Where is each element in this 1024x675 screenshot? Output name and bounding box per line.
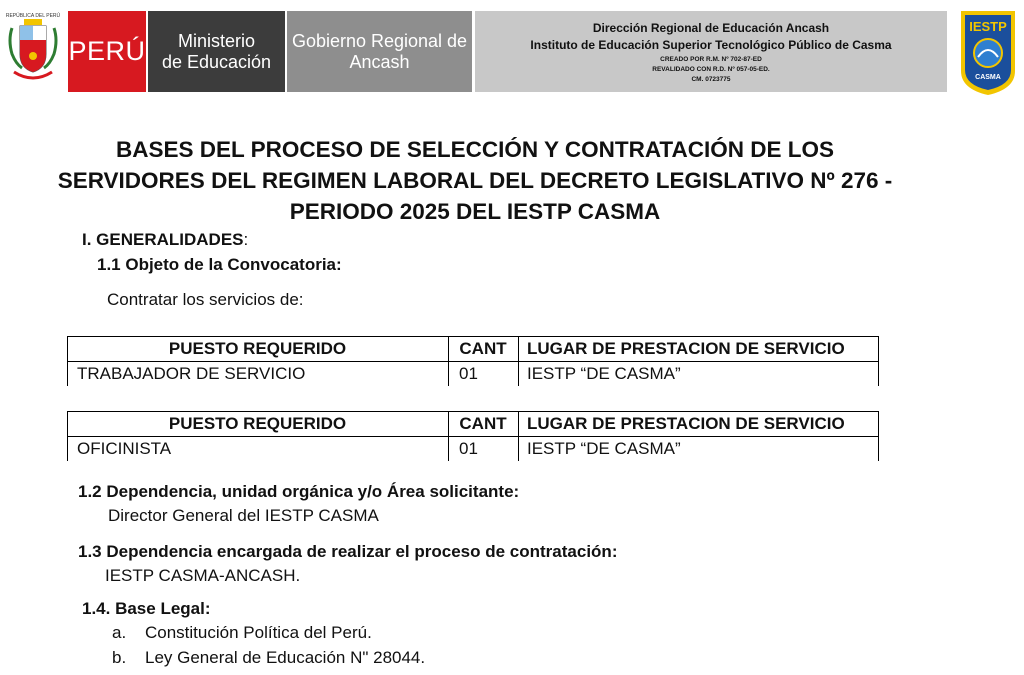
minedu-brand-box [148,11,285,92]
list-text: Constitución Política del Perú. [145,623,372,642]
minedu-line1: Ministerio [177,30,256,51]
cell-puesto: TRABAJADOR DE SERVICIO [77,364,306,383]
gore-line2: Ancash [349,51,410,72]
institution-line2: Instituto de Educación Superior Tecnológico Público de Casma [530,38,892,52]
cell-cant: 01 [459,364,478,383]
section-heading-colon: : [243,230,249,249]
document-title-line2: SERVIDORES DEL REGIMEN LABORAL DEL DECRETO LEGISLATIVO Nº 276 - [57,168,893,193]
header-puesto: PUESTO REQUERIDO [168,414,347,433]
institution-info-box [475,11,947,92]
institution-line4: REVALIDADO CON R.D. Nº 057-05-ED. [652,66,770,73]
intro-text: Contratar los servicios de: [107,290,304,309]
list-marker: b. [112,648,127,667]
iestp-shield-logo [958,9,1018,97]
escudo-caption: REPÚBLICA DEL PERÚ [5,13,61,19]
institution-line3: CREADO POR R.M. Nº 702-87-ED [660,56,762,63]
peru-coat-of-arms-logo [4,10,62,86]
section-heading [82,230,248,250]
document-title-line1: BASES DEL PROCESO DE SELECCIÓN Y CONTRATACIÓN DE LOS [115,137,834,162]
table-header-row [67,412,879,436]
positions-table-2 [67,411,879,461]
subsection-encargada-value: IESTP CASMA-ANCASH. [105,566,301,585]
cell-lugar: IESTP “DE CASMA” [527,439,681,458]
cell-puesto: OFICINISTA [77,439,172,458]
cell-lugar: IESTP “DE CASMA” [527,364,681,383]
peru-brand-box [68,11,146,92]
logo-text: IESTP [969,19,1007,34]
table-header-row [67,337,879,361]
list-item [112,648,425,668]
peru-label: PERÚ [68,36,146,66]
document-title-line3: PERIODO 2025 DEL IESTP CASMA [289,199,661,224]
section-heading-text: I. GENERALIDADES [82,230,244,249]
header-cant: CANT [459,414,507,433]
gore-brand-box [287,11,472,92]
subsection-dependencia-value: Director General del IESTP CASMA [108,506,379,525]
institution-line1: Dirección Regional de Educación Ancash [592,21,830,35]
header-lugar: LUGAR DE PRESTACION DE SERVICIO [527,414,845,433]
minedu-line2: de Educación [161,51,272,72]
header-lugar: LUGAR DE PRESTACION DE SERVICIO [527,339,845,358]
gore-line1: Gobierno Regional de [291,30,468,51]
header-cant: CANT [459,339,507,358]
table-row [67,362,879,386]
subsection-dependencia-heading: 1.2 Dependencia, unidad orgánica y/o Área solicitante: [78,482,520,501]
positions-table-1 [67,336,879,386]
cell-cant: 01 [459,439,478,458]
logo-subtext: CASMA [975,74,1001,81]
list-item [112,623,372,643]
subsection-encargada-heading: 1.3 Dependencia encargada de realizar el proceso de contratación: [78,542,618,561]
header-puesto: PUESTO REQUERIDO [168,339,347,358]
list-marker: a. [112,623,127,642]
list-text: Ley General de Educación N" 28044. [145,648,426,667]
institution-line5: CM. 0723775 [691,76,731,83]
subsection-objeto: 1.1 Objeto de la Convocatoria: [97,255,342,274]
table-row [67,437,879,461]
subsection-base-legal-heading: 1.4. Base Legal: [82,599,211,618]
